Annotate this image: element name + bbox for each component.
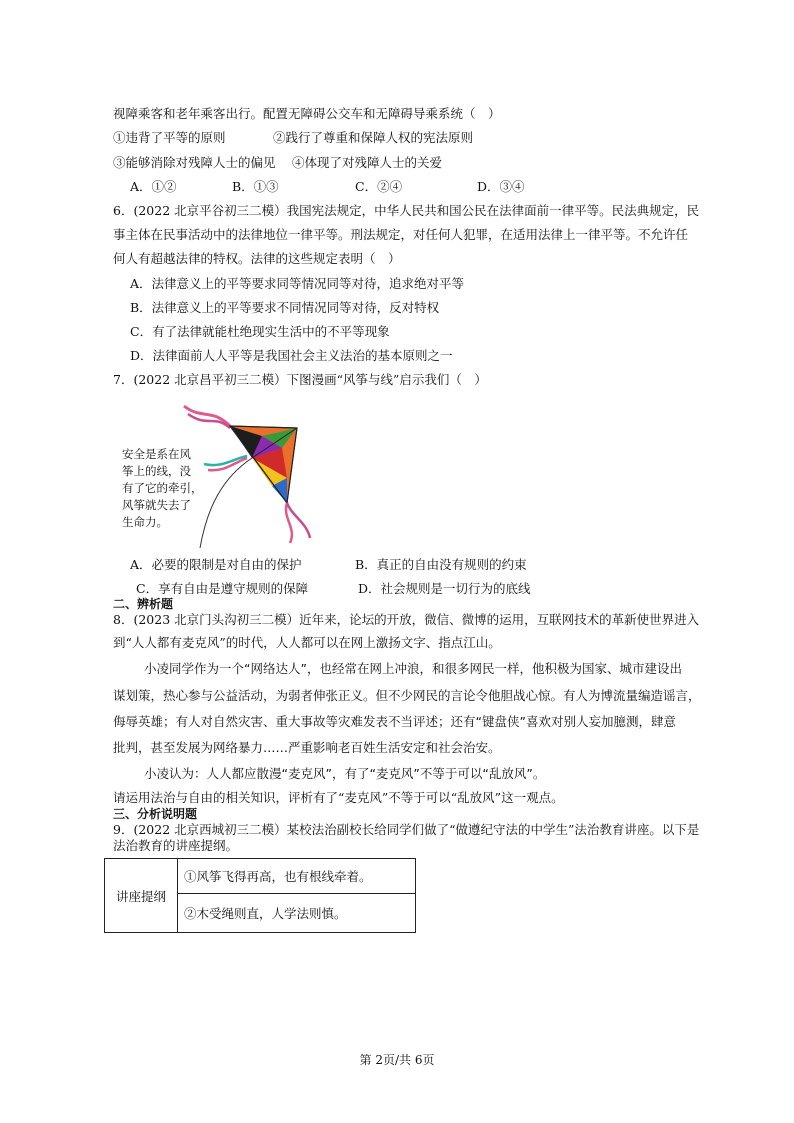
- section-3-heading: 三、分析说明题: [113, 807, 198, 821]
- q5-statement-2: ②践行了尊重和保障人权的宪法原则: [273, 130, 474, 145]
- cartoon-caption-line: 有了它的牵引，: [122, 481, 203, 495]
- q7-option-a: A．必要的限制是对自由的保护: [130, 557, 302, 572]
- cartoon-caption-line: 风筝就失去了: [122, 498, 191, 512]
- q6-stem-line-3: 何人有超越法律的特权。法律的这些规定表明（ ）: [113, 251, 401, 266]
- cartoon-caption-line: 筝上的线，没: [122, 464, 191, 478]
- cartoon-caption: [122, 446, 203, 531]
- q5-stem-tail: 视障乘客和老年乘客出行。配置无障碍公交车和无障碍导乘系统（ ）: [113, 106, 501, 121]
- table-header-cell: 讲座提纲: [105, 859, 178, 933]
- q8-stem-line-1: 8．(2023 北京门头沟初三二模）近年来，论坛的开放，微信、微博的运用，互联网技术的革新使世界进入: [113, 612, 700, 627]
- q5-statement-4: ④体现了对残障人士的关爱: [292, 155, 443, 170]
- q5-statement-3: ③能够消除对残障人士的偏见: [113, 155, 276, 170]
- table-cell: ②木受绳则直，人学法则慎。: [178, 894, 416, 933]
- q5-option-c: C．②④: [355, 179, 403, 194]
- cartoon-caption-line: 安全是系在风: [122, 447, 191, 461]
- q5-statement-1: ①违背了平等的原则: [113, 130, 226, 145]
- q5-option-a: A．①②: [130, 179, 177, 194]
- q6-option-d: D．法律面前人人平等是我国社会主义法治的基本原则之一: [130, 348, 453, 363]
- q8-stem-line-2: 到“人人都有麦克风”的时代，人人都可以在网上激扬文字、指点江山。: [113, 635, 501, 650]
- cartoon-caption-line: 生命力。: [122, 515, 168, 529]
- q9-stem-line-1: 9．(2022 北京西城初三二模）某校法治副校长给同学们做了“做遵纪守法的中学生”法治教育讲座。以下是: [113, 822, 700, 837]
- q8-question: 请运用法治与自由的相关知识，评析有了“麦克风”不等于可以“乱放风”这一观点。: [113, 790, 564, 805]
- q9-stem-line-2: 法治教育的讲座提纲。: [113, 838, 239, 853]
- q8-paragraph-line: 谋划策，热心参与公益活动，为弱者伸张正义。但不少网民的言论令他胆战心惊。有人为博流量编造谣言，: [113, 688, 701, 703]
- kite-cartoon: [112, 398, 322, 548]
- q8-paragraph-line: 小凌同学作为一个“网络达人”，也经常在网上冲浪，和很多网民一样，他积极为国家、城市建设出: [144, 661, 682, 676]
- q6-stem-line-2: 事主体在民事活动中的法律地位一律平等。刑法规定，对任何人犯罪，在适用法律上一律平等。不允许任: [113, 227, 689, 242]
- q7-stem: 7．(2022 北京昌平初三二模）下图漫画“风筝与线”启示我们（ ）: [113, 372, 487, 387]
- table-cell: ①风筝飞得再高，也有根线牵着。: [178, 859, 416, 894]
- q5-option-d: D．③④: [477, 179, 525, 194]
- lecture-outline-table: [104, 858, 416, 933]
- q6-option-c: C．有了法律就能杜绝现实生活中的不平等现象: [130, 324, 390, 339]
- q6-stem-line-1: 6．(2022 北京平谷初三二模）我国宪法规定，中华人民共和国公民在法律面前一律平等。民法典规定，民: [113, 203, 700, 218]
- q6-option-b: B．法律意义上的平等要求不同情况同等对待，反对特权: [130, 300, 440, 315]
- table-row: [105, 859, 416, 894]
- q7-option-d: D．社会规则是一切行为的底线: [358, 581, 531, 596]
- q7-option-b: B．真正的自由没有规则的约束: [355, 557, 527, 572]
- section-2-heading: 二、辨析题: [113, 597, 174, 611]
- q8-paragraph-line: 侮辱英雄；有人对自然灾害、重大事故等灾难发表不当评述；还有“键盘侠”喜欢对别人妄加臆测，肆意: [113, 714, 676, 729]
- q6-option-a: A．法律意义上的平等要求同等情况同等对待，追求绝对平等: [130, 276, 465, 291]
- q7-option-c: C．享有自由是遵守规则的保障: [136, 581, 309, 596]
- q8-paragraph-line: 小凌认为：人人都应散漫“麦克风”，有了“麦克风”不等于可以“乱放风”。: [144, 766, 546, 781]
- q5-option-b: B．①③: [232, 179, 279, 194]
- page-footer: 第 2页/共 6页: [359, 1053, 435, 1067]
- q8-paragraph-line: 批判，甚至发展为网络暴力……严重影响老百姓生活安定和社会治安。: [113, 740, 501, 755]
